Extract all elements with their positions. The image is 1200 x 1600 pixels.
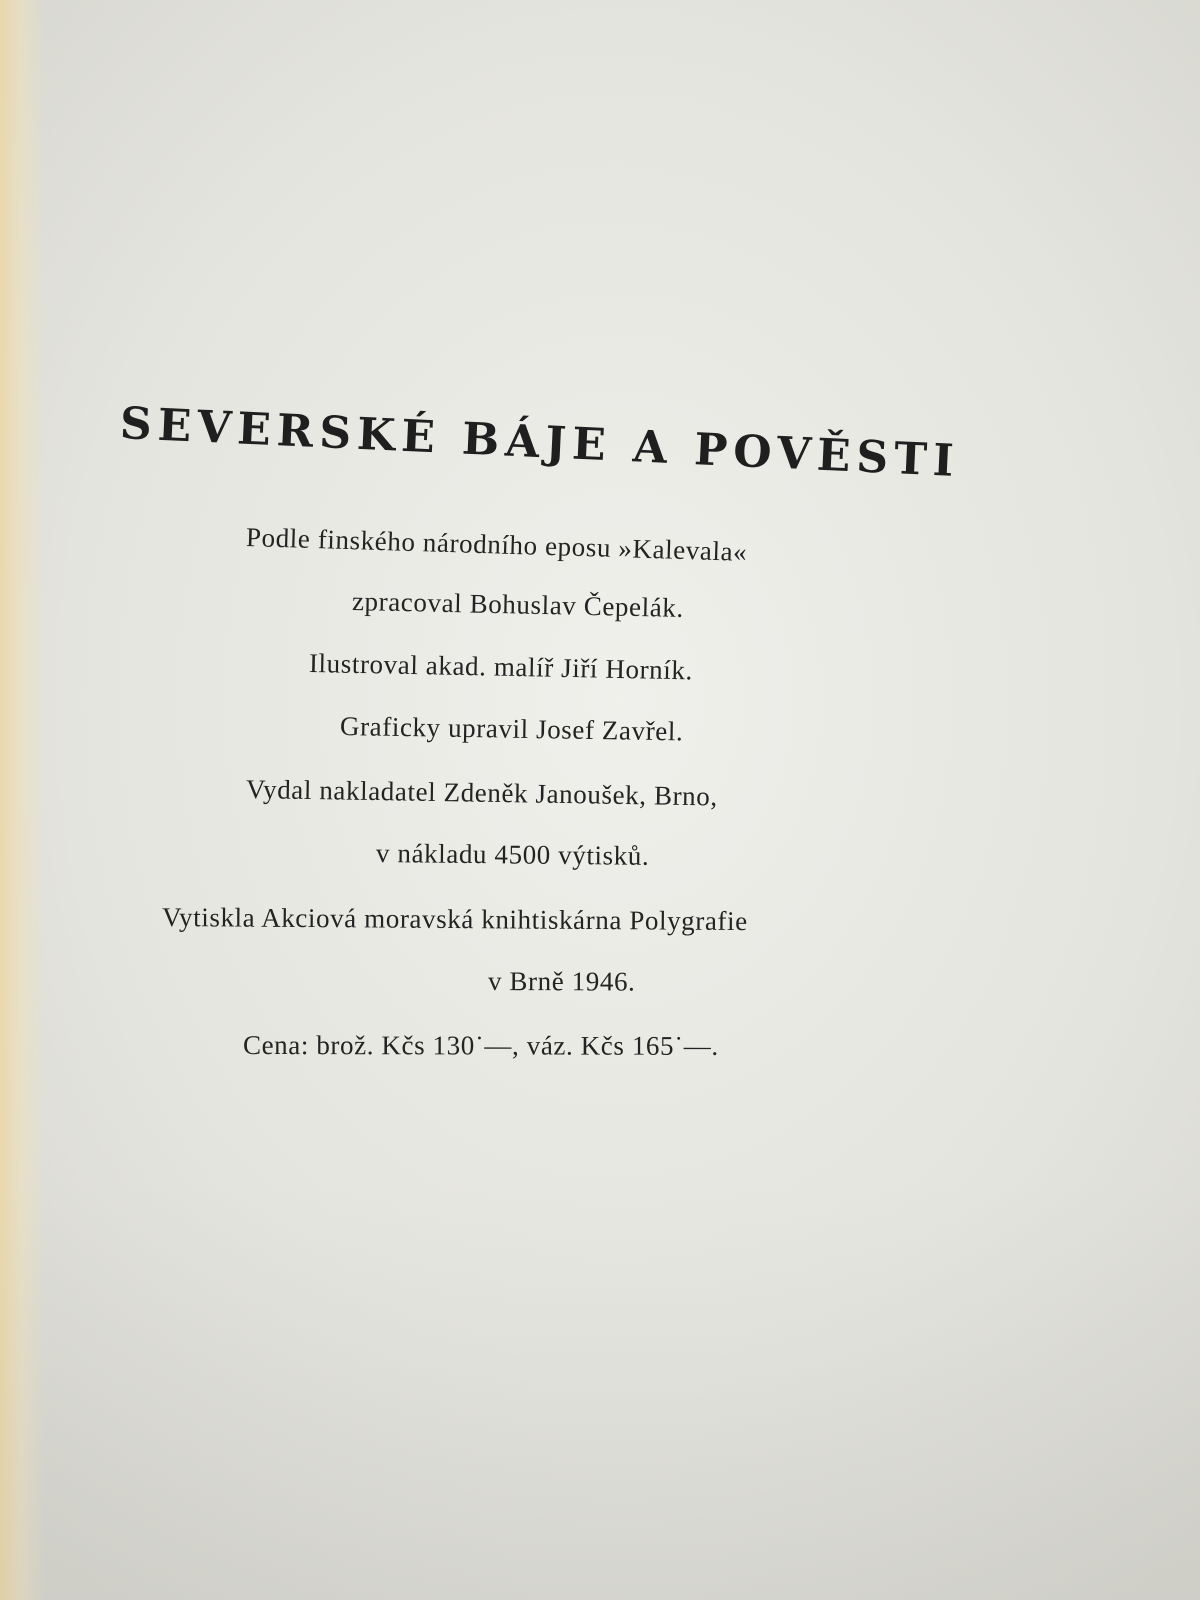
imprint-line-designer: Graficky upravil Josef Zavřel. — [339, 711, 684, 747]
imprint-line-adapter: zpracoval Bohuslav Čepelák. — [351, 586, 685, 623]
book-title: SEVERSKÉ BÁJE A POVĚSTI — [118, 398, 961, 488]
imprint-line-place-year: v Brně 1946. — [487, 966, 636, 997]
imprint-line-printer: Vytiskla Akciová moravská knihtiskárna Polygrafie — [161, 902, 748, 937]
imprint-line-publisher: Vydal nakladatel Zdeněk Janoušek, Brno, — [245, 774, 718, 812]
imprint-line-print-run: v nákladu 4500 výtisků. — [375, 838, 650, 871]
imprint-line-source: Podle finského národního eposu »Kalevala« — [245, 522, 748, 567]
imprint-line-price: Cena: brož. Kčs 130˙—, váz. Kčs 165˙—. — [242, 1030, 719, 1061]
imprint-line-illustrator: Ilustroval akad. malíř Jiří Horník. — [308, 648, 694, 686]
